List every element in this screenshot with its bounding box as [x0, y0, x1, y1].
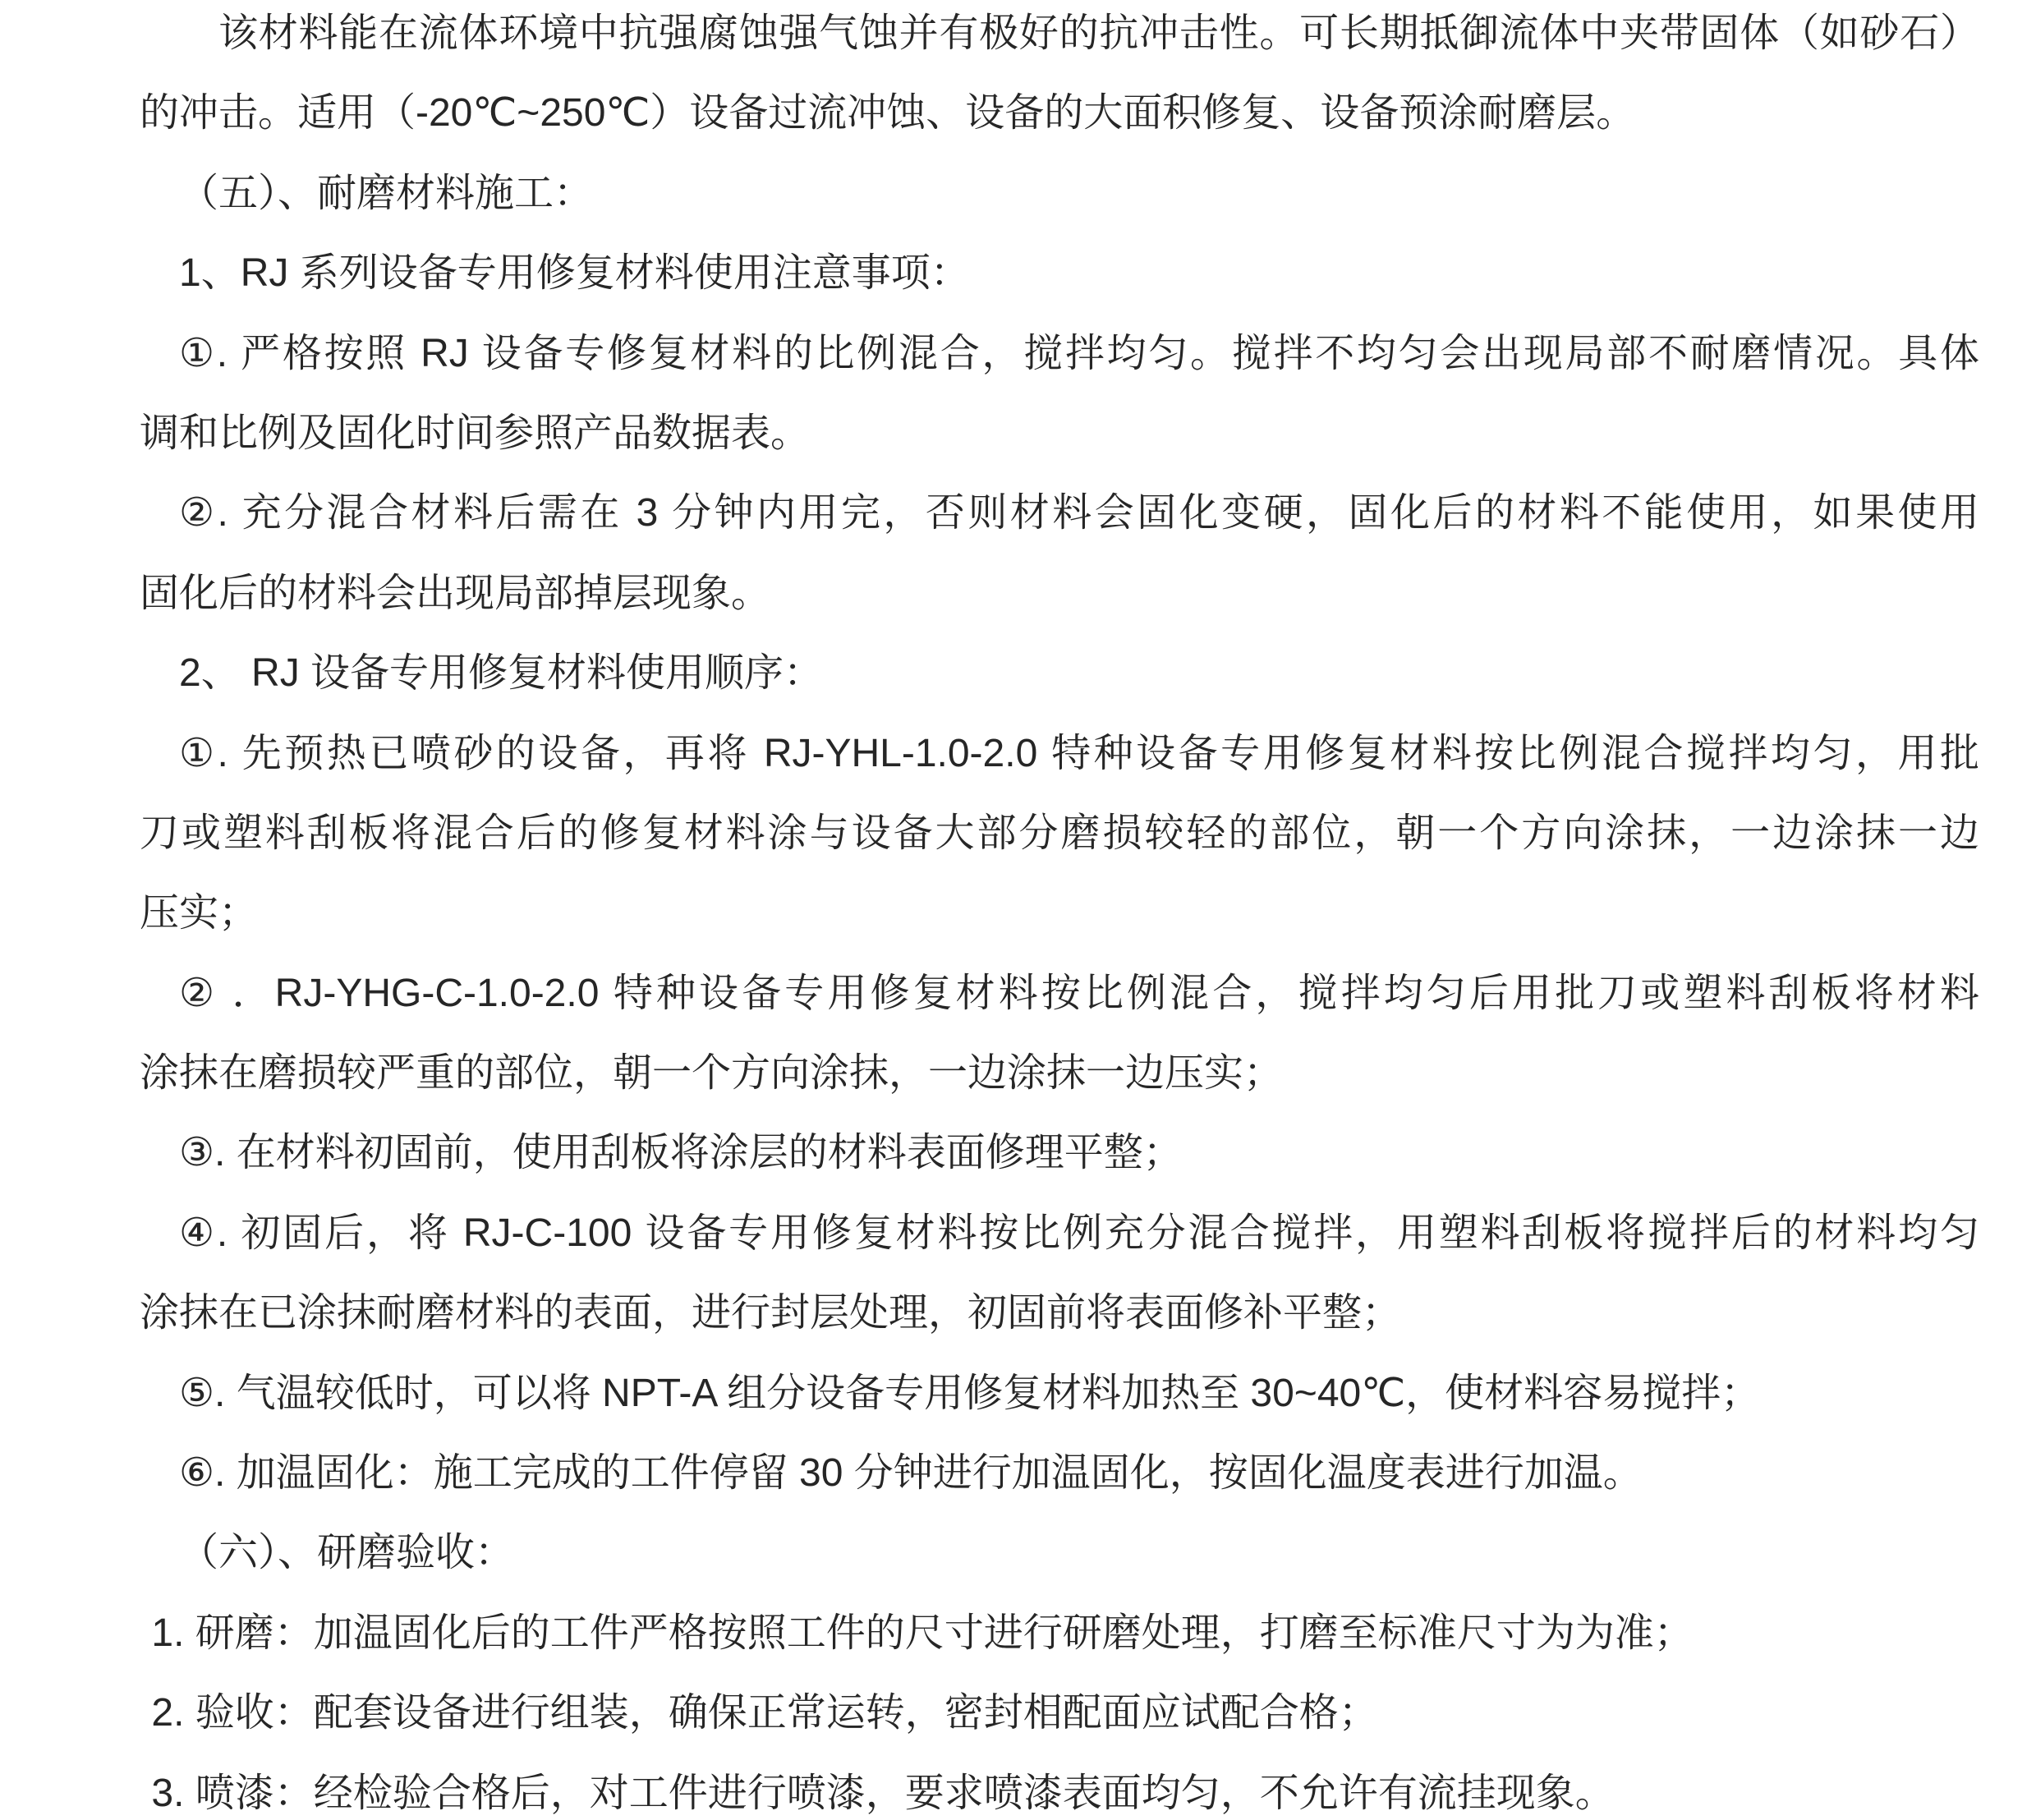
text-line: （五）、耐磨材料施工： [179, 171, 594, 215]
text-line: 1. 研磨：加温固化后的工件严格按照工件的尺寸进行研磨处理，打磨至标准尺寸为为准； [151, 1611, 1694, 1655]
text-line: （六）、研磨验收： [179, 1531, 515, 1575]
text-line: 2. 验收：配套设备进行组装，确保正常运转，密封相配面应试配合格； [151, 1691, 1378, 1735]
text-line: 涂抹在已涂抹耐磨材料的表面，进行封层处理，初固前将表面修补平整； [140, 1291, 1402, 1335]
text-line: ④. 初固后，将 RJ-C-100 设备专用修复材料按比例充分混合搅拌，用塑料刮板将搅拌后的材料均匀 [179, 1211, 1979, 1255]
text-line: 3. 喷漆：经检验合格后，对工件进行喷漆，要求喷漆表面均匀，不允许有流挂现象。 [151, 1771, 1615, 1815]
text-line: 刀或塑料刮板将混合后的修复材料涂与设备大部分磨损较轻的部位，朝一个方向涂抹，一边涂抹一边 [140, 811, 1979, 855]
document-text-block [140, 7, 1979, 1820]
text-line: ③. 在材料初固前，使用刮板将涂层的材料表面修理平整； [179, 1131, 1183, 1175]
text-line: ② ．RJ-YHG-C-1.0-2.0 特种设备专用修复材料按比例混合，搅拌均匀后用批刀或塑料刮板将材料 [179, 971, 1979, 1015]
text-line: 固化后的材料会出现局部掉层现象。 [140, 571, 771, 615]
text-line: ⑤. 气温较低时，可以将 NPT-A 组分设备专用修复材料加热至 30~40℃，使材料容易搅拌； [179, 1371, 1761, 1415]
text-line: 1、RJ 系列设备专用修复材料使用注意事项： [179, 251, 970, 296]
text-line: 压实； [140, 891, 259, 935]
text-line: ①. 先预热已喷砂的设备，再将 RJ-YHL-1.0-2.0 特种设备专用修复材料按比例混合搅拌均匀，用批 [179, 731, 1979, 775]
text-line: ①. 严格按照 RJ 设备专修复材料的比例混合，搅拌均匀。搅拌不均匀会出现局部不耐磨情况。具体 [179, 331, 1979, 375]
text-line: 调和比例及固化时间参照产品数据表。 [140, 411, 811, 455]
text-line: ⑥. 加温固化：施工完成的工件停留 30 分钟进行加温固化，按固化温度表进行加温。 [179, 1451, 1643, 1496]
text-line: ②. 充分混合材料后需在 3 分钟内用完，否则材料会固化变硬，固化后的材料不能使用，如果使用 [179, 491, 1979, 535]
text-line: 涂抹在磨损较严重的部位，朝一个方向涂抹，一边涂抹一边压实； [140, 1051, 1284, 1096]
text-line: 的冲击。适用（-20℃~250℃）设备过流冲蚀、设备的大面积修复、设备预涂耐磨层。 [140, 91, 1636, 136]
text-line: 2、 RJ 设备专用修复材料使用顺序： [179, 651, 824, 696]
text-line: 该材料能在流体环境中抗强腐蚀强气蚀并有极好的抗冲击性。可长期抵御流体中夹带固体（如砂石） [218, 11, 1979, 55]
